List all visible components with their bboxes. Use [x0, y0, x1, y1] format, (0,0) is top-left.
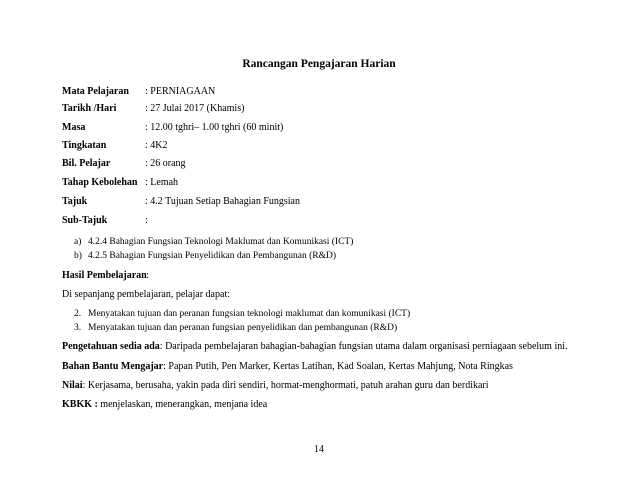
- teaching-aids-label: Bahan Bantu Mengajar: [62, 361, 164, 372]
- list-marker: b): [74, 251, 82, 261]
- field-value-subject: : PERNIAGAAN: [145, 86, 216, 97]
- kbkk-text: menjelaskan, menerangkan, menjana idea: [97, 399, 268, 410]
- list-marker: 3.: [74, 323, 82, 333]
- kbkk-label: KBKK :: [62, 399, 98, 410]
- page-title: Rancangan Pengajaran Harian: [242, 58, 396, 70]
- field-value-time: : 12.00 tghri– 1.00 tghri (60 minit): [145, 122, 284, 133]
- field-label-topic: Tajuk: [62, 196, 88, 207]
- outcomes-label: Hasil Pembelajaran: [62, 270, 147, 281]
- list-marker: a): [74, 237, 82, 247]
- list-item-subtopic: [74, 236, 353, 248]
- list-item-text: 4.2.4 Bahagian Fungsian Teknologi Maklumat dan Komunikasi (ICT): [88, 237, 354, 247]
- field-value-ability: : Lemah: [145, 177, 179, 188]
- teaching-aids-text: : Papan Putih, Pen Marker, Kertas Latihan, Kad Soalan, Kertas Mahjung, Nota Ringkas: [163, 361, 513, 372]
- values-text: : Kerjasama, berusaha, yakin pada diri sendiri, hormat-menghormati, patuh arahan guru dan berdikari: [82, 380, 489, 391]
- outcomes-intro: Di sepanjang pembelajaran, pelajar dapat:: [62, 289, 230, 300]
- list-item-text: 4.2.5 Bahagian Fungsian Penyelidikan dan Pembangunan (R&D): [88, 251, 337, 261]
- field-label-date: Tarikh /Hari: [62, 103, 117, 114]
- field-value-form: : 4K2: [145, 140, 168, 151]
- field-label-subject: Mata Pelajaran: [62, 86, 129, 97]
- list-item-subtopic: [74, 250, 336, 262]
- list-item-text: Menyatakan tujuan dan peranan fungsian teknologi maklumat dan komunikasi (ICT): [88, 309, 411, 319]
- field-value-students: : 26 orang: [145, 158, 186, 169]
- prior-knowledge-label: Pengetahuan sedia ada: [62, 341, 160, 352]
- page-number: 14: [314, 444, 324, 455]
- field-label-students: Bil. Pelajar: [62, 158, 111, 169]
- teaching-aids-line: [62, 361, 513, 373]
- values-line: [62, 380, 489, 392]
- field-value-topic: : 4.2 Tujuan Setiap Bahagian Fungsian: [145, 196, 300, 207]
- prior-knowledge-text: : Daripada pembelajaran bahagian-bahagian fungsian utama dalam organisasi perniagaan sebelum ini.: [159, 341, 568, 352]
- field-label-form: Tingkatan: [62, 140, 107, 151]
- list-item-text: Menyatakan tujuan dan peranan fungsian penyelidikan dan pembangunan (R&D): [88, 323, 398, 333]
- field-label-ability: Tahap Kebolehan: [62, 177, 138, 188]
- outcomes-colon: :: [146, 270, 149, 281]
- values-label: Nilai: [62, 380, 83, 391]
- list-marker: 2.: [74, 309, 82, 319]
- field-value-subtopic: :: [145, 215, 148, 226]
- field-label-subtopic: Sub-Tajuk: [62, 215, 108, 226]
- field-label-time: Masa: [62, 122, 86, 133]
- list-item-outcome: [74, 322, 397, 334]
- field-value-date: : 27 Julai 2017 (Khamis): [145, 103, 245, 114]
- prior-knowledge-line: [62, 341, 568, 353]
- kbkk-line: [62, 399, 267, 411]
- list-item-outcome: [74, 308, 410, 320]
